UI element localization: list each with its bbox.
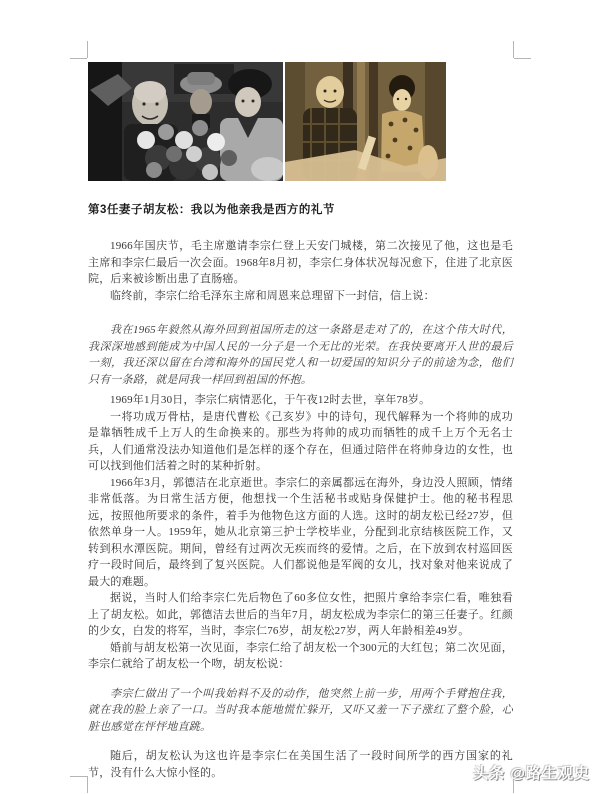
article-body bbox=[88, 62, 513, 781]
paragraph-2: 临终前，李宗仁给毛泽东主席和周恩来总理留下一封信，信上说： bbox=[110, 289, 435, 302]
crop-mark-bottom-left-h bbox=[70, 776, 87, 777]
paragraph-7: 婚前与胡友松第一次见面，李宗仁给了胡友松一个300元的大红包；第二次见面，李宗仁就给了胡友松一个吻，胡友松说： bbox=[88, 641, 513, 670]
toutiao-watermark: 头条 @路生观史 bbox=[473, 765, 590, 782]
crop-mark-top-right-v bbox=[513, 41, 514, 58]
paragraph-3: 1969年1月30日，李宗仁病情恶化，于午夜12时去世，享年78岁。 bbox=[110, 394, 431, 406]
photo-row bbox=[88, 62, 513, 181]
article-title: 第3任妻子胡友松：我以为他亲我是西方的礼节 bbox=[88, 204, 335, 216]
paragraph-4: 一将功成万骨枯，是唐代曹松《己亥岁》中的诗句，现代解释为一个将帅的成功是靠牺牲成千上万人的生命换来的。那些为将帅的成功而牺牲的成千上万个无名士兵，人们通常没法办知道他们是怎样的逐个存在，但通过陪伴在将帅身边的女性，也可以找到他们活着之时的某种折射。 bbox=[88, 410, 513, 472]
crop-mark-top-right-h bbox=[514, 58, 531, 59]
crop-mark-top-left-h bbox=[70, 58, 87, 59]
paragraph-5: 1966年3月，郭德洁在北京逝世。李宗仁的亲属都远在海外，身边没人照顾，情绪非常低落。为日常生活方便，他想找一个生活秘书或贴身保健护士。他的秘书程思远，按照他所要求的条件，着手为他物色这方面的人选。这时的胡友松已经27岁，但依然单身一人。1959年，她从北京第三护士学校毕业，分配到北京结核医院工作，又转到积水潭医院。期间，曾经有过两次无疾而终的爱情。之后，在下放到农村巡回医疗一段时间后，最终到了复兴医院。人们都说他是军阀的女儿，找对象对他来说成了最大的难题。 bbox=[88, 476, 513, 588]
memoir-quote: 李宗仁做出了一个叫我始料不及的动作，他突然上前一步，用两个手臂抱住我，就在我的脸上亲了一口。当时我本能地慌忙躲开，又吓又羞一下子涨红了整个脸，心脏也感觉在怦怦地直跳。 bbox=[88, 687, 513, 733]
photo-right-lizongren-huyousong bbox=[285, 62, 446, 181]
photo-left-lizongren-guodejie bbox=[88, 62, 283, 181]
paragraph-8: 随后，胡友松认为这也许是李宗仁在美国生活了一段时间所学的西方国家的礼节，没有什么大惊小怪的。 bbox=[88, 750, 513, 779]
letter-quote: 我在1965年毅然从海外回到祖国所走的这一条路是走对了的，在这个伟大时代，我深深地感到能成为中国人民的一分子是一个无比的光荣。在我快要离开人世的最后一刻，我还深以留在台湾和海外的国民党人和一切爱国的知识分子的前途为念，他们只有一条路，就是同我一样回到祖国的怀抱。 bbox=[88, 324, 513, 386]
paragraph-6: 据说，当时人们给李宗仁先后物色了60多位女性，把照片拿给李宗仁看，唯独看上了胡友松。如此，郭德洁去世后的当年7月，胡友松成为李宗仁的第三任妻子。红颜的少女，白发的将军，当时，李宗仁76岁，胡友松27岁，两人年龄相差49岁。 bbox=[88, 592, 513, 637]
paragraph-1: 1966年国庆节，毛主席邀请李宗仁登上天安门城楼，第二次接见了他，这也是毛主席和李宗仁最后一次会面。1968年8月初，李宗仁身体状况每况愈下，住进了北京医院，后来被诊断出患了直肠癌。 bbox=[88, 240, 513, 285]
crop-mark-top-left-v bbox=[87, 41, 88, 58]
